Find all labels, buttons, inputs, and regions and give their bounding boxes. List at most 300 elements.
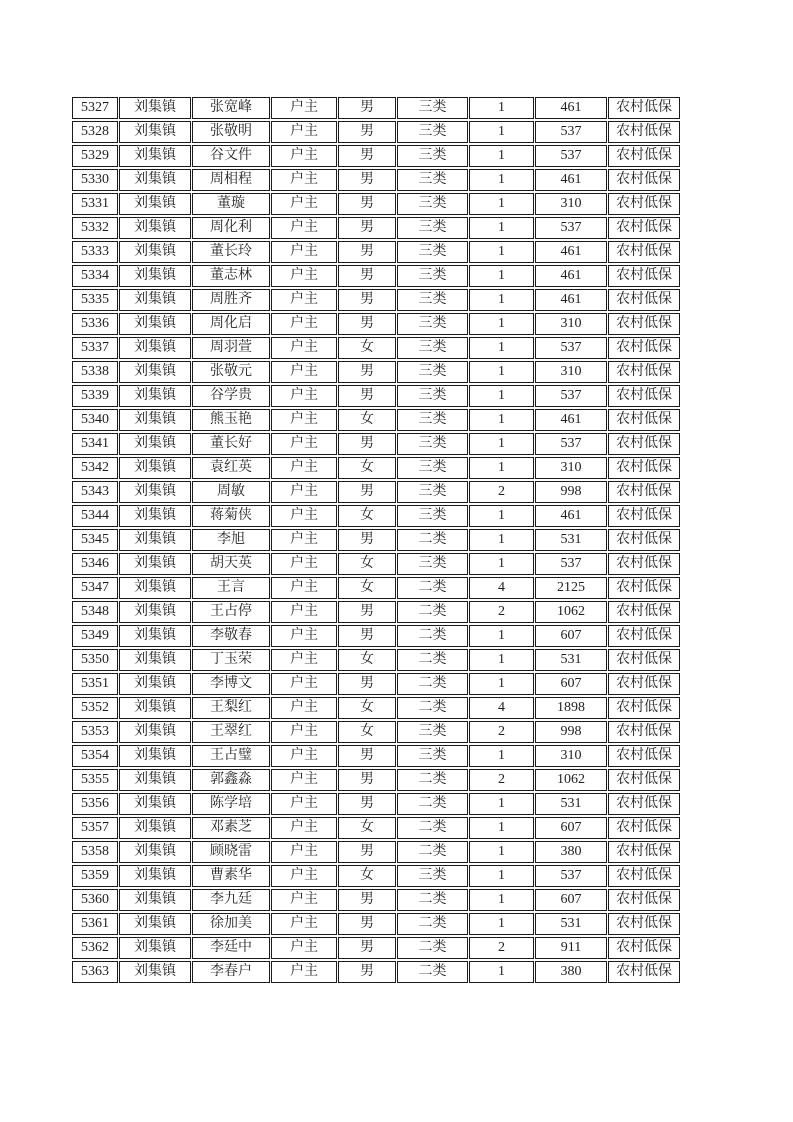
cell-id: 5331 [72,193,118,215]
cell-name: 李博文 [192,673,270,695]
cell-gender: 女 [338,553,396,575]
cell-relation: 户主 [271,865,337,887]
cell-amount: 461 [535,97,607,119]
cell-relation: 户主 [271,577,337,599]
cell-gender: 男 [338,169,396,191]
cell-amount: 607 [535,889,607,911]
cell-gender: 女 [338,697,396,719]
cell-town: 刘集镇 [119,361,191,383]
cell-town: 刘集镇 [119,529,191,551]
cell-name: 郭鑫淼 [192,769,270,791]
cell-name: 董志林 [192,265,270,287]
table-row [72,433,680,455]
table-row [72,577,680,599]
cell-relation: 户主 [271,841,337,863]
table-row [72,625,680,647]
cell-name: 王占璧 [192,745,270,767]
cell-category: 三类 [397,433,468,455]
cell-id: 5360 [72,889,118,911]
cell-persons: 1 [469,961,534,983]
cell-persons: 1 [469,457,534,479]
cell-category: 三类 [397,193,468,215]
cell-amount: 1898 [535,697,607,719]
cell-relation: 户主 [271,289,337,311]
table-row [72,529,680,551]
cell-id: 5334 [72,265,118,287]
cell-name: 周相程 [192,169,270,191]
cell-persons: 1 [469,745,534,767]
cell-gender: 男 [338,625,396,647]
cell-name: 王梨红 [192,697,270,719]
cell-gender: 女 [338,457,396,479]
cell-type: 农村低保 [608,577,680,599]
cell-relation: 户主 [271,697,337,719]
cell-town: 刘集镇 [119,217,191,239]
cell-persons: 1 [469,217,534,239]
cell-category: 二类 [397,601,468,623]
cell-type: 农村低保 [608,937,680,959]
cell-relation: 户主 [271,97,337,119]
cell-persons: 1 [469,289,534,311]
cell-id: 5346 [72,553,118,575]
cell-town: 刘集镇 [119,169,191,191]
table-row [72,601,680,623]
cell-category: 三类 [397,505,468,527]
table-row [72,241,680,263]
cell-gender: 男 [338,745,396,767]
cell-category: 二类 [397,673,468,695]
cell-town: 刘集镇 [119,409,191,431]
cell-amount: 310 [535,745,607,767]
cell-type: 农村低保 [608,769,680,791]
cell-category: 二类 [397,649,468,671]
table-row [72,385,680,407]
cell-type: 农村低保 [608,649,680,671]
cell-category: 三类 [397,145,468,167]
cell-category: 三类 [397,217,468,239]
cell-id: 5361 [72,913,118,935]
cell-relation: 户主 [271,601,337,623]
cell-gender: 男 [338,121,396,143]
cell-town: 刘集镇 [119,721,191,743]
cell-amount: 537 [535,121,607,143]
cell-category: 三类 [397,289,468,311]
cell-id: 5329 [72,145,118,167]
cell-amount: 461 [535,409,607,431]
cell-town: 刘集镇 [119,913,191,935]
table-row [72,337,680,359]
cell-category: 三类 [397,121,468,143]
cell-type: 农村低保 [608,817,680,839]
cell-category: 三类 [397,265,468,287]
cell-relation: 户主 [271,625,337,647]
cell-gender: 男 [338,889,396,911]
cell-gender: 男 [338,241,396,263]
table-row [72,913,680,935]
cell-amount: 531 [535,649,607,671]
cell-category: 三类 [397,745,468,767]
cell-type: 农村低保 [608,553,680,575]
cell-persons: 1 [469,865,534,887]
cell-type: 农村低保 [608,529,680,551]
cell-town: 刘集镇 [119,865,191,887]
cell-persons: 1 [469,433,534,455]
cell-category: 二类 [397,697,468,719]
cell-town: 刘集镇 [119,793,191,815]
cell-persons: 1 [469,649,534,671]
cell-amount: 531 [535,793,607,815]
cell-relation: 户主 [271,313,337,335]
cell-name: 顾晓雷 [192,841,270,863]
cell-town: 刘集镇 [119,265,191,287]
cell-persons: 1 [469,97,534,119]
cell-name: 陈学培 [192,793,270,815]
cell-name: 丁玉荣 [192,649,270,671]
table-row [72,841,680,863]
table-row [72,889,680,911]
cell-category: 三类 [397,169,468,191]
cell-town: 刘集镇 [119,457,191,479]
cell-type: 农村低保 [608,313,680,335]
cell-persons: 1 [469,313,534,335]
cell-town: 刘集镇 [119,289,191,311]
cell-id: 5363 [72,961,118,983]
welfare-roster-table [71,95,681,985]
cell-id: 5328 [72,121,118,143]
cell-id: 5356 [72,793,118,815]
cell-amount: 537 [535,433,607,455]
cell-relation: 户主 [271,481,337,503]
cell-name: 周胜齐 [192,289,270,311]
cell-town: 刘集镇 [119,337,191,359]
cell-persons: 1 [469,361,534,383]
cell-relation: 户主 [271,193,337,215]
cell-amount: 461 [535,169,607,191]
cell-town: 刘集镇 [119,121,191,143]
cell-category: 三类 [397,481,468,503]
cell-name: 曹素华 [192,865,270,887]
cell-name: 张敬明 [192,121,270,143]
cell-id: 5357 [72,817,118,839]
cell-town: 刘集镇 [119,553,191,575]
cell-town: 刘集镇 [119,697,191,719]
cell-gender: 男 [338,145,396,167]
cell-town: 刘集镇 [119,313,191,335]
cell-persons: 1 [469,529,534,551]
cell-name: 袁红英 [192,457,270,479]
table-row [72,745,680,767]
table-row [72,937,680,959]
cell-id: 5354 [72,745,118,767]
cell-town: 刘集镇 [119,961,191,983]
cell-category: 三类 [397,313,468,335]
cell-id: 5348 [72,601,118,623]
cell-relation: 户主 [271,409,337,431]
cell-name: 王占停 [192,601,270,623]
cell-gender: 男 [338,481,396,503]
cell-id: 5349 [72,625,118,647]
table-row [72,265,680,287]
cell-relation: 户主 [271,721,337,743]
cell-relation: 户主 [271,145,337,167]
cell-amount: 461 [535,241,607,263]
cell-type: 农村低保 [608,457,680,479]
cell-amount: 537 [535,217,607,239]
cell-amount: 911 [535,937,607,959]
cell-type: 农村低保 [608,913,680,935]
cell-persons: 1 [469,889,534,911]
cell-gender: 女 [338,337,396,359]
table-row [72,217,680,239]
table-row [72,481,680,503]
cell-relation: 户主 [271,505,337,527]
cell-amount: 461 [535,505,607,527]
cell-amount: 537 [535,385,607,407]
table-row [72,409,680,431]
cell-category: 二类 [397,793,468,815]
cell-relation: 户主 [271,769,337,791]
cell-persons: 1 [469,241,534,263]
cell-type: 农村低保 [608,433,680,455]
cell-gender: 女 [338,721,396,743]
cell-id: 5359 [72,865,118,887]
cell-id: 5351 [72,673,118,695]
cell-id: 5358 [72,841,118,863]
cell-relation: 户主 [271,361,337,383]
cell-id: 5343 [72,481,118,503]
cell-persons: 4 [469,697,534,719]
cell-category: 三类 [397,361,468,383]
cell-type: 农村低保 [608,337,680,359]
cell-persons: 1 [469,505,534,527]
cell-persons: 1 [469,793,534,815]
cell-id: 5338 [72,361,118,383]
cell-amount: 537 [535,337,607,359]
cell-category: 二类 [397,817,468,839]
cell-amount: 461 [535,265,607,287]
cell-name: 张敬元 [192,361,270,383]
cell-relation: 户主 [271,649,337,671]
cell-category: 二类 [397,769,468,791]
cell-amount: 1062 [535,769,607,791]
cell-name: 周化启 [192,313,270,335]
table-row [72,721,680,743]
cell-relation: 户主 [271,889,337,911]
cell-town: 刘集镇 [119,481,191,503]
cell-gender: 男 [338,601,396,623]
cell-amount: 537 [535,145,607,167]
cell-relation: 户主 [271,817,337,839]
cell-town: 刘集镇 [119,577,191,599]
cell-type: 农村低保 [608,625,680,647]
cell-type: 农村低保 [608,169,680,191]
cell-type: 农村低保 [608,697,680,719]
cell-gender: 男 [338,265,396,287]
cell-category: 三类 [397,337,468,359]
cell-gender: 男 [338,217,396,239]
cell-persons: 4 [469,577,534,599]
cell-id: 5335 [72,289,118,311]
cell-persons: 1 [469,673,534,695]
cell-type: 农村低保 [608,961,680,983]
cell-type: 农村低保 [608,409,680,431]
cell-name: 胡天英 [192,553,270,575]
cell-town: 刘集镇 [119,673,191,695]
cell-id: 5336 [72,313,118,335]
cell-category: 三类 [397,865,468,887]
cell-town: 刘集镇 [119,817,191,839]
cell-id: 5327 [72,97,118,119]
table-body [72,97,680,983]
cell-name: 谷学贵 [192,385,270,407]
cell-category: 三类 [397,97,468,119]
cell-gender: 男 [338,529,396,551]
cell-persons: 2 [469,769,534,791]
cell-gender: 男 [338,961,396,983]
cell-type: 农村低保 [608,889,680,911]
table-row [72,313,680,335]
cell-town: 刘集镇 [119,193,191,215]
cell-relation: 户主 [271,265,337,287]
cell-persons: 1 [469,385,534,407]
cell-category: 三类 [397,241,468,263]
cell-gender: 男 [338,289,396,311]
cell-town: 刘集镇 [119,625,191,647]
table-row [72,457,680,479]
table-row [72,193,680,215]
cell-town: 刘集镇 [119,649,191,671]
cell-amount: 607 [535,625,607,647]
cell-category: 二类 [397,577,468,599]
cell-town: 刘集镇 [119,889,191,911]
table-row [72,505,680,527]
cell-town: 刘集镇 [119,241,191,263]
cell-name: 王言 [192,577,270,599]
cell-name: 熊玉艳 [192,409,270,431]
cell-name: 李敬春 [192,625,270,647]
cell-persons: 1 [469,817,534,839]
cell-name: 李廷中 [192,937,270,959]
cell-id: 5345 [72,529,118,551]
cell-relation: 户主 [271,337,337,359]
cell-persons: 1 [469,841,534,863]
cell-type: 农村低保 [608,217,680,239]
table-row [72,649,680,671]
cell-type: 农村低保 [608,793,680,815]
cell-id: 5350 [72,649,118,671]
cell-amount: 531 [535,529,607,551]
cell-type: 农村低保 [608,721,680,743]
cell-id: 5344 [72,505,118,527]
cell-name: 李春户 [192,961,270,983]
cell-town: 刘集镇 [119,145,191,167]
cell-gender: 男 [338,913,396,935]
table-row [72,961,680,983]
cell-amount: 998 [535,481,607,503]
cell-amount: 380 [535,841,607,863]
cell-amount: 607 [535,673,607,695]
cell-amount: 461 [535,289,607,311]
cell-relation: 户主 [271,241,337,263]
cell-relation: 户主 [271,793,337,815]
cell-name: 王翠红 [192,721,270,743]
cell-gender: 男 [338,841,396,863]
cell-persons: 2 [469,721,534,743]
cell-town: 刘集镇 [119,937,191,959]
cell-category: 二类 [397,841,468,863]
cell-type: 农村低保 [608,481,680,503]
cell-relation: 户主 [271,121,337,143]
cell-town: 刘集镇 [119,97,191,119]
cell-id: 5340 [72,409,118,431]
cell-category: 三类 [397,721,468,743]
cell-type: 农村低保 [608,505,680,527]
cell-gender: 女 [338,505,396,527]
cell-gender: 男 [338,361,396,383]
cell-gender: 女 [338,817,396,839]
cell-category: 二类 [397,529,468,551]
cell-gender: 男 [338,193,396,215]
cell-name: 周敏 [192,481,270,503]
cell-amount: 310 [535,457,607,479]
cell-persons: 1 [469,121,534,143]
cell-type: 农村低保 [608,673,680,695]
cell-relation: 户主 [271,673,337,695]
cell-type: 农村低保 [608,289,680,311]
cell-relation: 户主 [271,529,337,551]
cell-name: 蒋菊侠 [192,505,270,527]
cell-amount: 2125 [535,577,607,599]
cell-relation: 户主 [271,961,337,983]
cell-category: 三类 [397,553,468,575]
cell-persons: 1 [469,625,534,647]
cell-town: 刘集镇 [119,841,191,863]
cell-id: 5341 [72,433,118,455]
cell-persons: 2 [469,937,534,959]
cell-name: 周化利 [192,217,270,239]
cell-category: 二类 [397,913,468,935]
cell-name: 张宽峰 [192,97,270,119]
cell-type: 农村低保 [608,145,680,167]
cell-name: 周羽萱 [192,337,270,359]
cell-category: 二类 [397,625,468,647]
table-row [72,673,680,695]
cell-persons: 1 [469,193,534,215]
table-row [72,865,680,887]
cell-name: 李九廷 [192,889,270,911]
cell-gender: 男 [338,937,396,959]
cell-town: 刘集镇 [119,385,191,407]
table-row [72,553,680,575]
cell-gender: 男 [338,385,396,407]
cell-town: 刘集镇 [119,601,191,623]
cell-amount: 310 [535,361,607,383]
cell-relation: 户主 [271,937,337,959]
cell-type: 农村低保 [608,865,680,887]
cell-relation: 户主 [271,745,337,767]
cell-relation: 户主 [271,433,337,455]
cell-id: 5339 [72,385,118,407]
cell-amount: 1062 [535,601,607,623]
cell-id: 5347 [72,577,118,599]
cell-name: 董璇 [192,193,270,215]
cell-id: 5353 [72,721,118,743]
cell-persons: 1 [469,169,534,191]
cell-category: 三类 [397,457,468,479]
cell-relation: 户主 [271,217,337,239]
cell-type: 农村低保 [608,97,680,119]
cell-category: 二类 [397,937,468,959]
